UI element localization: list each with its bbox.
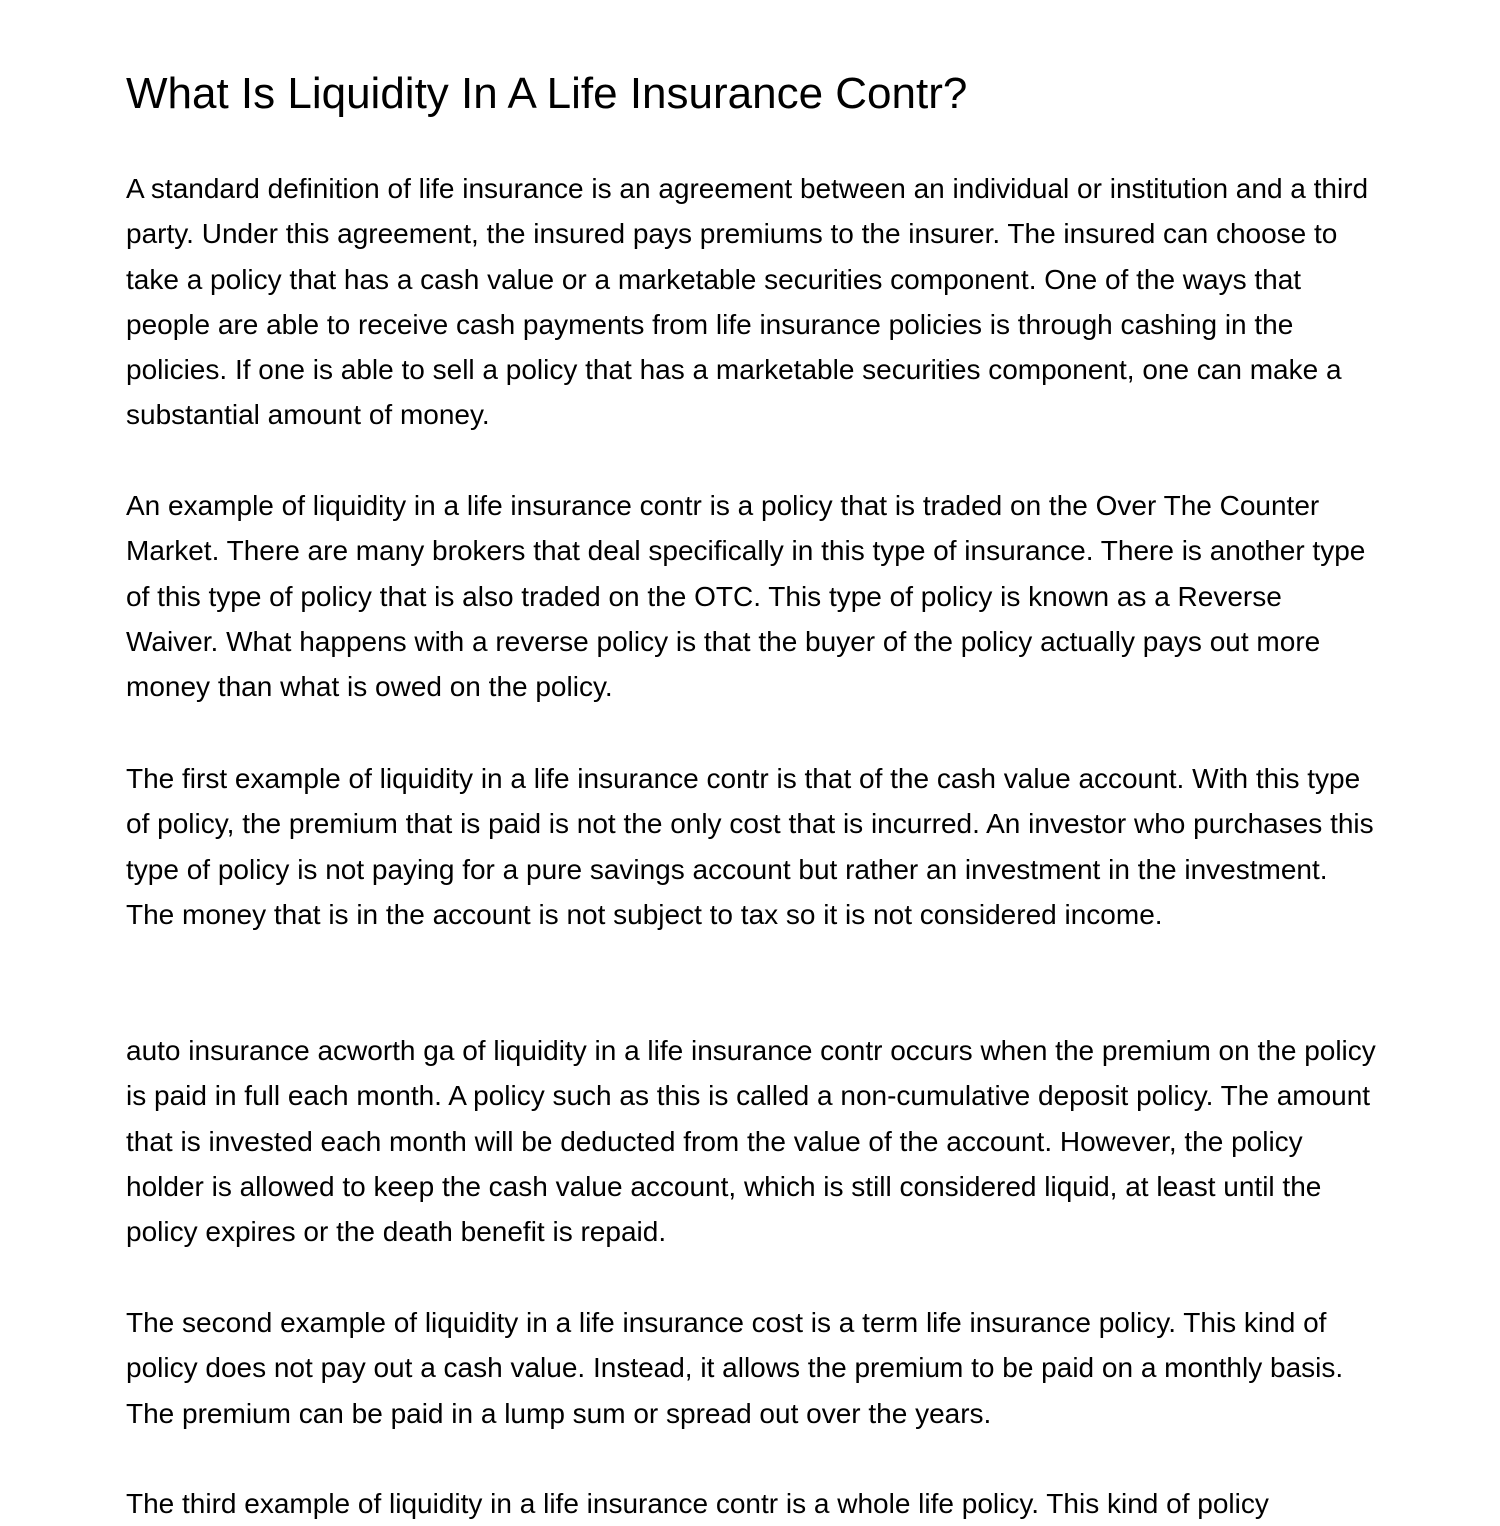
paragraph-5: The second example of liquidity in a life insurance cost is a term life insurance policy. This kind of policy does not pay out a cash value. Instead, it allows the premium to be paid on a monthly basis. The premium can be paid in a lump sum or spread out over the years. <box>126 1307 1344 1429</box>
page-title: What Is Liquidity In A Life Insurance Contr? <box>126 69 968 118</box>
paragraph-2: An example of liquidity in a life insurance contr is a policy that is traded on the Over The Counter Market. There are many brokers that deal specifically in this type of insurance. There is another type of this type of policy that is also traded on the OTC. This type of policy is known as a Reverse Waiver. What happens with a reverse policy is that the buyer of the policy actually pays out more money than what is owed on the policy. <box>126 490 1366 703</box>
paragraph-6-partial: The third example of liquidity in a life insurance contr is a whole life policy. This kind of policy <box>126 1488 1269 1519</box>
paragraph-4: auto insurance acworth ga of liquidity in a life insurance contr occurs when the premium on the policy is paid in full each month. A policy such as this is called a non-cumulative deposit policy. The amount that is invested each month will be deducted from the value of the account. However, the policy holder is allowed to keep the cash value account, which is still considered liquid, at least until the policy expires or the death benefit is repaid. <box>126 1035 1376 1248</box>
paragraph-1: A standard definition of life insurance is an agreement between an individual or institution and a third party. Under this agreement, the insured pays premiums to the insurer. The insured can choose to take a policy that has a cash value or a marketable securities component. One of the ways that people are able to receive cash payments from life insurance policies is through cashing in the policies. If one is able to sell a policy that has a marketable securities component, one can make a substantial amount of money. <box>126 173 1369 431</box>
paragraph-3: The first example of liquidity in a life insurance contr is that of the cash value account. With this type of policy, the premium that is paid is not the only cost that is incurred. An investor who purchases this type of policy is not paying for a pure savings account but rather an investment in the investment. The money that is in the account is not subject to tax so it is not considered income. <box>126 763 1374 930</box>
